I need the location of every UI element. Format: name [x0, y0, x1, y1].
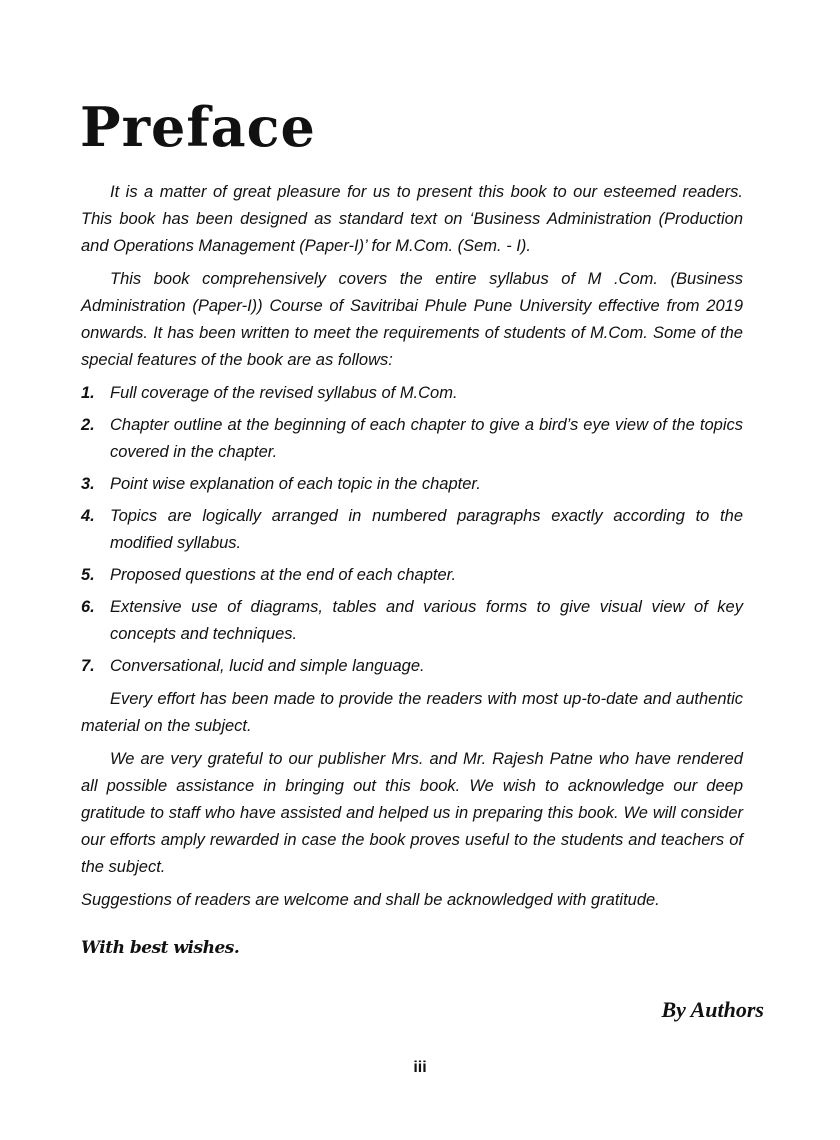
paragraph-intro: It is a matter of great pleasure for us to present this book to our esteemed readers. This book has been designed as standard text on ‘Business Administration (Production and Operations Management (Paper-I)’ for M.Com. (Sem. - I). [81, 183, 743, 255]
features-list [81, 380, 743, 680]
preface-body [81, 179, 743, 914]
page-number: iii [413, 1059, 427, 1076]
list-item [81, 412, 743, 466]
list-item-text: Extensive use of diagrams, tables and various forms to give visual view of key concepts and techniques. [110, 598, 743, 643]
list-item [81, 471, 743, 498]
paragraph-suggestions: Suggestions of readers are welcome and shall be acknowledged with gratitude. [81, 891, 660, 909]
list-item [81, 380, 743, 407]
list-item-number: 1. [81, 384, 95, 402]
list-item-text: Chapter outline at the beginning of each chapter to give a bird’s eye view of the topics covered in the chapter. [110, 416, 743, 461]
list-item-number: 2. [81, 416, 95, 434]
list-item-number: 3. [81, 475, 95, 493]
paragraph-effort: Every effort has been made to provide the readers with most up-to-date and authentic material on the subject. [81, 690, 743, 735]
list-item-number: 4. [81, 507, 95, 525]
list-item [81, 562, 743, 589]
paragraph-gratitude: We are very grateful to our publisher Mrs. and Mr. Rajesh Patne who have rendered all possible assistance in bringing out this book. We wish to acknowledge our deep gratitude to staff who have assisted and helped us in preparing this book. We will consider our efforts amply rewarded in case the book proves useful to the students and teachers of the subject. [81, 750, 743, 876]
list-item-text: Proposed questions at the end of each chapter. [110, 566, 457, 584]
list-item [81, 653, 743, 680]
list-item [81, 503, 743, 557]
list-item-text: Full coverage of the revised syllabus of M.Com. [110, 384, 458, 402]
list-item-number: 6. [81, 598, 95, 616]
list-item-text: Topics are logically arranged in numbered paragraphs exactly according to the modified syllabus. [110, 507, 743, 552]
list-item-number: 5. [81, 566, 95, 584]
list-item [81, 594, 743, 648]
list-item-text: Point wise explanation of each topic in the chapter. [110, 475, 481, 493]
closing-line: With best wishes. [81, 938, 240, 958]
paragraph-coverage: This book comprehensively covers the entire syllabus of M .Com. (Business Administration (Paper-I)) Course of Savitribai Phule Pune University effective from 2019 onwards. It has been written to meet the requirements of students of M.Com. Some of the special features of the book are as follows: [81, 270, 743, 369]
list-item-number: 7. [81, 657, 95, 675]
list-item-text: Conversational, lucid and simple language. [110, 657, 425, 675]
signature: By Authors [661, 997, 764, 1022]
page-title: Preface [80, 95, 316, 159]
